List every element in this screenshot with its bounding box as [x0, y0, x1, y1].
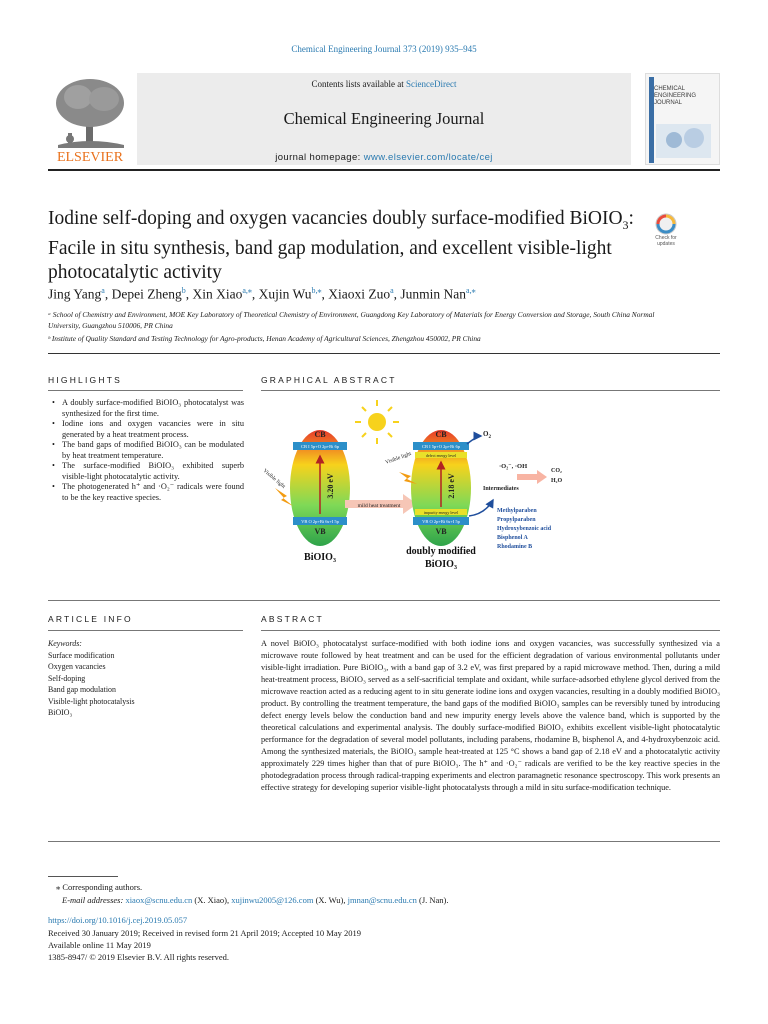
section-rule: [48, 600, 720, 601]
highlight-item: • A doubly surface-modified BiOIO₃ photocatalyst was synthesized for the first time.: [48, 398, 244, 419]
cover-art-icon: [646, 74, 721, 166]
author-separator: ,: [321, 286, 329, 302]
co2-label: CO₂: [551, 468, 562, 474]
elsevier-tree-icon: [48, 73, 133, 165]
email-link[interactable]: jmnan@scnu.edu.cn: [347, 895, 417, 905]
modified-vb-states: VB O 2p+Bi 6s+I 5p: [422, 519, 460, 524]
o2-arrow: [467, 436, 481, 444]
vb-oxidation-arrow: [469, 500, 493, 516]
email-addresses: [62, 895, 449, 905]
sun-icon: [355, 400, 399, 444]
pollutant-item: Methylparaben: [497, 508, 537, 514]
author-separator: ,: [251, 286, 259, 302]
sciencedirect-link[interactable]: ScienceDirect: [406, 79, 457, 89]
highlight-item: • The photogenerated h⁺ and ·O₂⁻ radicals were found to be the key reactive species.: [48, 482, 244, 503]
author-name[interactable]: Depei Zheng: [111, 286, 182, 302]
bioio3-label: BiOIO$_3$: [304, 552, 336, 564]
o2-label: $O_2$: [483, 430, 491, 440]
affiliation-b: ᵇ Institute of Quality Standard and Testing Technology for Agro-products, Henan Academy of Agricultural Sciences, Zhengzhou 450002, PR China: [48, 334, 481, 343]
visible-light-label-left: Visible light: [261, 467, 287, 490]
intermediates-label: Intermediates: [483, 486, 519, 492]
h2o-label: H₂O: [551, 478, 563, 484]
article-title: [48, 207, 638, 285]
author-separator: ,: [104, 286, 112, 302]
highlight-item: • The surface-modified BiOIO₃ exhibited superb visible-light photocatalytic activity.: [48, 461, 244, 482]
email-link[interactable]: xiaox@scnu.edu.cn: [125, 895, 193, 905]
keywords-block: [48, 638, 244, 719]
modified-label-line2: BiOIO$_3$: [425, 559, 457, 571]
pollutant-item: Bisphenol A: [497, 535, 528, 541]
author-affiliation-marker[interactable]: a: [101, 286, 105, 295]
title-subscript: 3: [622, 217, 629, 232]
mild-heat-label: mild heat treatment: [357, 503, 401, 509]
highlight-item: • The band gaps of modified BiOIO₃ can be modulated by heat treatment temperature.: [48, 440, 244, 461]
email-owner: (J. Nan).: [416, 895, 449, 905]
article-info-heading: ARTICLE INFO: [48, 614, 133, 624]
author-affiliation-marker[interactable]: a,⁎: [242, 286, 252, 295]
author-separator: ,: [185, 286, 193, 302]
bioio3-vb-states: VB O 2p+Bi 6s+I 5p: [301, 519, 339, 524]
radical-to-product-arrow: [517, 470, 547, 484]
affiliation-rule: [48, 353, 720, 354]
highlights-list: [48, 398, 244, 503]
abstract-rule: [261, 630, 720, 631]
journal-masthead: [48, 73, 720, 165]
modified-cb-label: CB: [435, 430, 447, 439]
abstract-heading: ABSTRACT: [261, 614, 324, 624]
keyword-item: Oxygen vacancies: [48, 662, 106, 671]
bioio3-vb-label: VB: [314, 527, 326, 536]
journal-reference[interactable]: Chemical Engineering Journal 373 (2019) 935–945: [291, 44, 477, 54]
title-part-1: Iodine self-doping and oxygen vacancies doubly surface-modified BiOIO: [48, 208, 623, 229]
mild-heat-treatment-arrow: [345, 494, 417, 514]
modified-cb-states: CB I 5p+O 2p+Bi 6p: [421, 444, 461, 449]
graphical-abstract-heading: GRAPHICAL ABSTRACT: [261, 375, 397, 385]
keyword-item: BiOIO₃: [48, 708, 73, 717]
journal-cover-thumbnail[interactable]: [645, 73, 720, 165]
author-separator: ,: [393, 286, 401, 302]
modified-label-line1: doubly modified: [406, 546, 476, 557]
modified-band-diagram: [406, 430, 476, 571]
online-date: Available online 11 May 2019: [48, 940, 151, 950]
footnote-rule: [48, 876, 118, 877]
article-info-rule: [48, 630, 243, 631]
email-link[interactable]: xujinwu2005@126.com: [231, 895, 314, 905]
elsevier-logo: [48, 73, 133, 165]
keyword-item: Visible-light photocatalysis: [48, 696, 135, 706]
visible-light-label-right: Visible light: [384, 450, 413, 466]
graphical-abstract-rule: [261, 390, 720, 391]
masthead-center: [137, 73, 631, 165]
email-owner: (X. Xiao),: [192, 895, 232, 905]
pollutant-list: [497, 508, 552, 550]
pollutant-item: Rhodamine B: [497, 544, 533, 550]
keywords-label: Keywords:: [48, 639, 82, 648]
highlights-rule: [48, 390, 243, 391]
homepage-link[interactable]: www.elsevier.com/locate/cej: [363, 152, 493, 163]
author-name[interactable]: Jing Yang: [48, 286, 102, 302]
check-updates-label: Check for updates: [655, 235, 677, 247]
author-affiliation-marker[interactable]: b,⁎: [311, 286, 322, 295]
affiliation-a: ᵃ School of Chemistry and Environment, MOE Key Laboratory of Theoretical Chemistry of Environment, Guangdong Key Laboratory of Materials for Energy Conversion and Storage, South China Normal University, Guangzhou 510006, PR China: [48, 310, 655, 330]
pollutant-item: Propylparaben: [497, 517, 536, 523]
keyword-item: Surface modification: [48, 650, 115, 660]
bioio3-band-diagram: [290, 430, 350, 564]
email-label: E-mail addresses:: [62, 895, 126, 905]
highlight-item: • Iodine ions and oxygen vacancies were in situ generated by a heat treatment process.: [48, 419, 244, 440]
impurity-level-label: impurity energy level: [423, 510, 459, 515]
author-affiliation-marker[interactable]: a,⁎: [466, 286, 476, 295]
modified-gap-label: 2.18 eV: [447, 473, 456, 499]
author-list: [48, 286, 698, 303]
keyword-item: Self-doping: [48, 673, 86, 683]
check-updates-icon: [647, 213, 685, 235]
author-name[interactable]: Xujin Wu: [258, 286, 312, 302]
highlights-heading: HIGHLIGHTS: [48, 375, 122, 385]
bioio3-cb-states: CB I 5p+O 2p+Bi 6p: [300, 444, 340, 449]
doi-link[interactable]: https://doi.org/10.1016/j.cej.2019.05.057: [48, 915, 188, 925]
radicals-label: ·O₂⁻, ·OH: [499, 463, 528, 470]
contents-prefix: Contents lists available at: [311, 79, 406, 89]
defect-level-label: defect energy level: [425, 453, 457, 458]
bioio3-cb-label: CB: [314, 430, 326, 439]
graphical-abstract-figure: [253, 396, 583, 581]
issn-copyright: 1385-8947/ © 2019 Elsevier B.V. All rights reserved.: [48, 952, 230, 962]
check-for-updates-badge[interactable]: [647, 213, 685, 255]
contents-line: [137, 79, 631, 89]
cover-title: CHEMICAL ENGINEERING JOURNAL: [654, 86, 697, 106]
corresponding-note: ⁎ Corresponding authors.: [56, 882, 143, 892]
author-affiliation-marker[interactable]: b: [181, 286, 186, 295]
email-owner: (X. Wu),: [313, 895, 348, 905]
header-rule: [48, 169, 720, 171]
keyword-item: Band gap modulation: [48, 685, 116, 694]
abstract-bottom-rule: [48, 841, 720, 842]
received-dates: Received 30 January 2019; Received in revised form 21 April 2019; Accepted 10 May 2019: [48, 928, 362, 938]
author-name[interactable]: Xin Xiao: [192, 286, 243, 302]
abstract-text: A novel BiOIO₃ photocatalyst surface-modified with both iodine ions and oxygen vacancies, was successfully synthesized via a microwave route followed by heat treatment and can be used for the efficient degradation of various environmental pollutants under visible-light irradiation. Pure BiOIO₃, with a band gap of 3.2 eV, was first prepared by a rapid microwave method. Then, during a mild heat-treatment process, BiOIO₃ served as a self-sacrificial template and oxidant, while surface-adsorbed ethylene glycol derived from the microwave reaction acted as a reducing agent to in situ generate iodine ions and oxygen vacancies, resulting in a doubly modified BiOIO₃ product. By controlling the treatment temperature, the band gaps of the modified BiOIO₃ samples can be reversibly tuned by introducing defect energy levels below the conduction band and new impurity energy levels above the valence band, which is supported by the theoretical calculations and experimental analysis. The doubly surface-modified BiOIO₃ exhibits excellent visible-light photocatalytic performance for the degradation of several model pollutants, including parabens, rhodamine B, bisphenol A, and 4-hydroxybenzoic acid. Among the synthesized materials, the BiOIO₃ sample heat-treated at 125 °C shows a band gap of 2.18 eV and a photocatalytic activity approximately 229 times higher than that of pure BiOIO₃. The h⁺ and ·O₂⁻ radicals are verified to be the key reactive species in the photodegradation process through radical-trapping experiments and electron paramagnetic resonance spectroscopy. This work presents an effective strategy for developing superior visible-light photocatalysts through a mild in situ surface-modification technique.: [261, 639, 720, 792]
journal-title: Chemical Engineering Journal: [283, 109, 485, 128]
modified-vb-label: VB: [435, 527, 447, 536]
author-name[interactable]: Junmin Nan: [400, 286, 467, 302]
pollutant-item: Hydroxybenzoic acid: [497, 526, 552, 532]
homepage-label: journal homepage:: [275, 152, 364, 163]
author-affiliation-marker[interactable]: a: [390, 286, 394, 295]
homepage-line: [137, 152, 631, 163]
publisher-name: ELSEVIER: [56, 150, 124, 165]
title-part-2: : Facile in situ synthesis, band gap modulation, and excellent visible-light photocatalytic activity: [48, 208, 634, 283]
author-name[interactable]: Xiaoxi Zuo: [328, 286, 391, 302]
bioio3-gap-label: 3.20 eV: [326, 473, 335, 499]
